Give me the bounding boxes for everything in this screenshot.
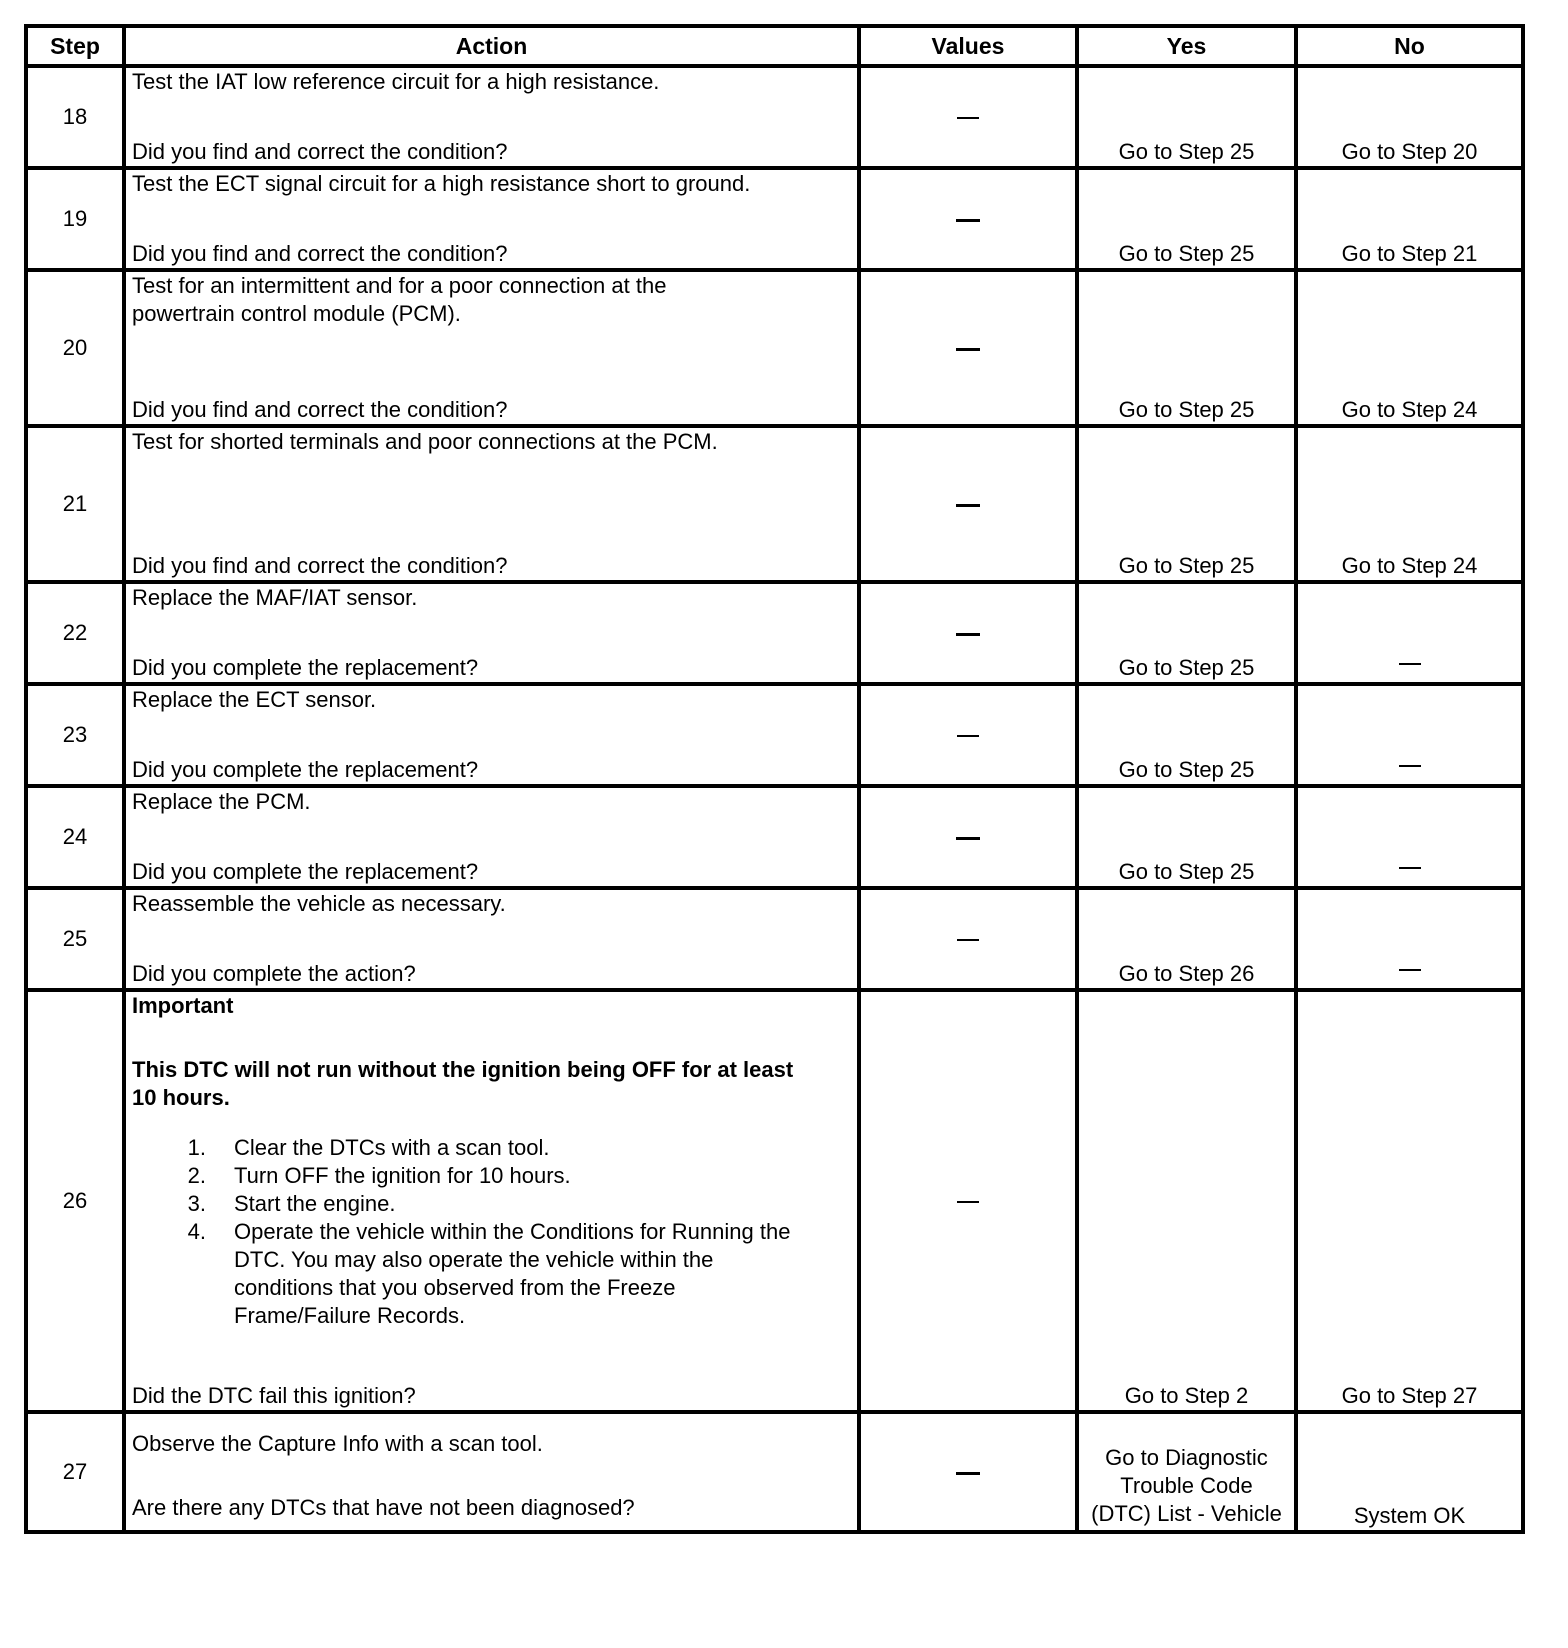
list-item	[132, 1162, 851, 1190]
action-question: Did you find and correct the condition?	[132, 397, 508, 422]
yes-cell: Go to Step 26	[1077, 888, 1296, 990]
yes-cell: Go to Diagnostic Trouble Code (DTC) List - Vehicle	[1077, 1412, 1296, 1532]
action-question: Did you complete the replacement?	[132, 757, 479, 782]
action-question: Did you complete the action?	[132, 961, 416, 986]
yes-cell: Go to Step 25	[1077, 426, 1296, 582]
no-cell	[1296, 888, 1523, 990]
list-item	[132, 1218, 851, 1330]
values-dash	[956, 504, 980, 507]
important-heading: Important	[132, 993, 234, 1018]
step-number: 20	[26, 270, 124, 426]
values-dash	[956, 837, 980, 840]
step-number: 22	[26, 582, 124, 684]
values-dash	[956, 348, 980, 351]
values-dash	[956, 219, 980, 222]
action-text: Test for shorted terminals and poor connections at the PCM.	[132, 429, 718, 454]
important-note: This DTC will not run without the ignition being OFF for at least 10 hours.	[132, 1057, 794, 1110]
table-row	[26, 990, 1523, 1412]
action-question: Did you find and correct the condition?	[132, 241, 508, 266]
values-cell	[859, 270, 1077, 426]
table-row	[26, 786, 1523, 888]
header-values: Values	[859, 26, 1077, 66]
values-dash	[956, 1472, 980, 1475]
no-cell	[1296, 684, 1523, 786]
header-no: No	[1296, 26, 1523, 66]
no-cell: Go to Step 20	[1296, 66, 1523, 168]
no-cell: Go to Step 27	[1296, 990, 1523, 1412]
step-number: 25	[26, 888, 124, 990]
list-text: Clear the DTCs with a scan tool.	[234, 1135, 550, 1160]
no-cell: Go to Step 21	[1296, 168, 1523, 270]
yes-cell: Go to Step 25	[1077, 786, 1296, 888]
step-number: 24	[26, 786, 124, 888]
step-number: 23	[26, 684, 124, 786]
action-text: Replace the PCM.	[132, 789, 311, 814]
no-dash	[1399, 867, 1421, 869]
action-question: Are there any DTCs that have not been diagnosed?	[132, 1495, 635, 1520]
yes-cell: Go to Step 25	[1077, 270, 1296, 426]
action-cell	[124, 786, 859, 888]
list-item	[132, 1134, 851, 1162]
no-cell	[1296, 786, 1523, 888]
action-text: Replace the MAF/IAT sensor.	[132, 585, 418, 610]
values-dash	[957, 117, 979, 119]
list-number: 4.	[187, 1219, 206, 1244]
action-text: Observe the Capture Info with a scan tool.	[132, 1431, 543, 1456]
procedure-list	[132, 1134, 851, 1330]
action-cell	[124, 66, 859, 168]
values-cell	[859, 426, 1077, 582]
action-cell	[124, 888, 859, 990]
no-cell: Go to Step 24	[1296, 426, 1523, 582]
values-cell	[859, 888, 1077, 990]
action-question: Did you find and correct the condition?	[132, 553, 508, 578]
values-cell	[859, 990, 1077, 1412]
table-row	[26, 582, 1523, 684]
values-dash	[956, 633, 980, 636]
action-cell	[124, 168, 859, 270]
header-yes: Yes	[1077, 26, 1296, 66]
table-row	[26, 66, 1523, 168]
action-text: Test the ECT signal circuit for a high resistance short to ground.	[132, 171, 751, 196]
table-row	[26, 426, 1523, 582]
no-dash	[1399, 663, 1421, 665]
action-cell	[124, 426, 859, 582]
action-question: Did you complete the replacement?	[132, 859, 479, 884]
table-row	[26, 1412, 1523, 1532]
table-row	[26, 684, 1523, 786]
yes-cell: Go to Step 25	[1077, 684, 1296, 786]
list-number: 2.	[187, 1163, 206, 1188]
values-dash	[957, 735, 979, 737]
no-cell: System OK	[1296, 1412, 1523, 1532]
values-cell	[859, 582, 1077, 684]
action-text: Replace the ECT sensor.	[132, 687, 377, 712]
yes-cell: Go to Step 2	[1077, 990, 1296, 1412]
values-cell	[859, 66, 1077, 168]
values-cell	[859, 786, 1077, 888]
header-step: Step	[26, 26, 124, 66]
action-cell	[124, 270, 859, 426]
values-cell	[859, 1412, 1077, 1532]
yes-cell: Go to Step 25	[1077, 168, 1296, 270]
step-number: 19	[26, 168, 124, 270]
no-dash	[1399, 969, 1421, 971]
step-number: 26	[26, 990, 124, 1412]
action-question: Did you complete the replacement?	[132, 655, 479, 680]
action-body	[132, 992, 851, 1340]
list-item	[132, 1190, 851, 1218]
action-question: Did you find and correct the condition?	[132, 139, 508, 164]
step-number: 27	[26, 1412, 124, 1532]
list-number: 3.	[187, 1191, 206, 1216]
yes-cell: Go to Step 25	[1077, 66, 1296, 168]
no-dash	[1399, 765, 1421, 767]
diagnostic-table	[24, 24, 1525, 1534]
values-dash	[957, 939, 979, 941]
list-text: Operate the vehicle within the Conditions for Running the DTC. You may also operate the vehicle within the conditions that you observed from the Freeze Frame/Failure Records.	[234, 1219, 791, 1328]
no-cell	[1296, 582, 1523, 684]
step-number: 18	[26, 66, 124, 168]
action-cell	[124, 1412, 859, 1532]
action-text: Reassemble the vehicle as necessary.	[132, 891, 506, 916]
header-row	[26, 26, 1523, 66]
table-row	[26, 270, 1523, 426]
action-text: Test the IAT low reference circuit for a high resistance.	[132, 69, 660, 94]
yes-cell: Go to Step 25	[1077, 582, 1296, 684]
values-dash	[957, 1201, 979, 1203]
action-cell	[124, 684, 859, 786]
no-cell: Go to Step 24	[1296, 270, 1523, 426]
action-text: Test for an intermittent and for a poor connection at the powertrain control module (PCM).	[132, 273, 667, 326]
values-cell	[859, 168, 1077, 270]
table-row	[26, 888, 1523, 990]
action-cell	[124, 990, 859, 1412]
step-number: 21	[26, 426, 124, 582]
table-row	[26, 168, 1523, 270]
values-cell	[859, 684, 1077, 786]
action-cell	[124, 582, 859, 684]
list-text: Start the engine.	[234, 1191, 396, 1216]
header-action: Action	[124, 26, 859, 66]
action-question: Did the DTC fail this ignition?	[132, 1383, 416, 1408]
list-number: 1.	[187, 1135, 206, 1160]
list-text: Turn OFF the ignition for 10 hours.	[234, 1163, 571, 1188]
